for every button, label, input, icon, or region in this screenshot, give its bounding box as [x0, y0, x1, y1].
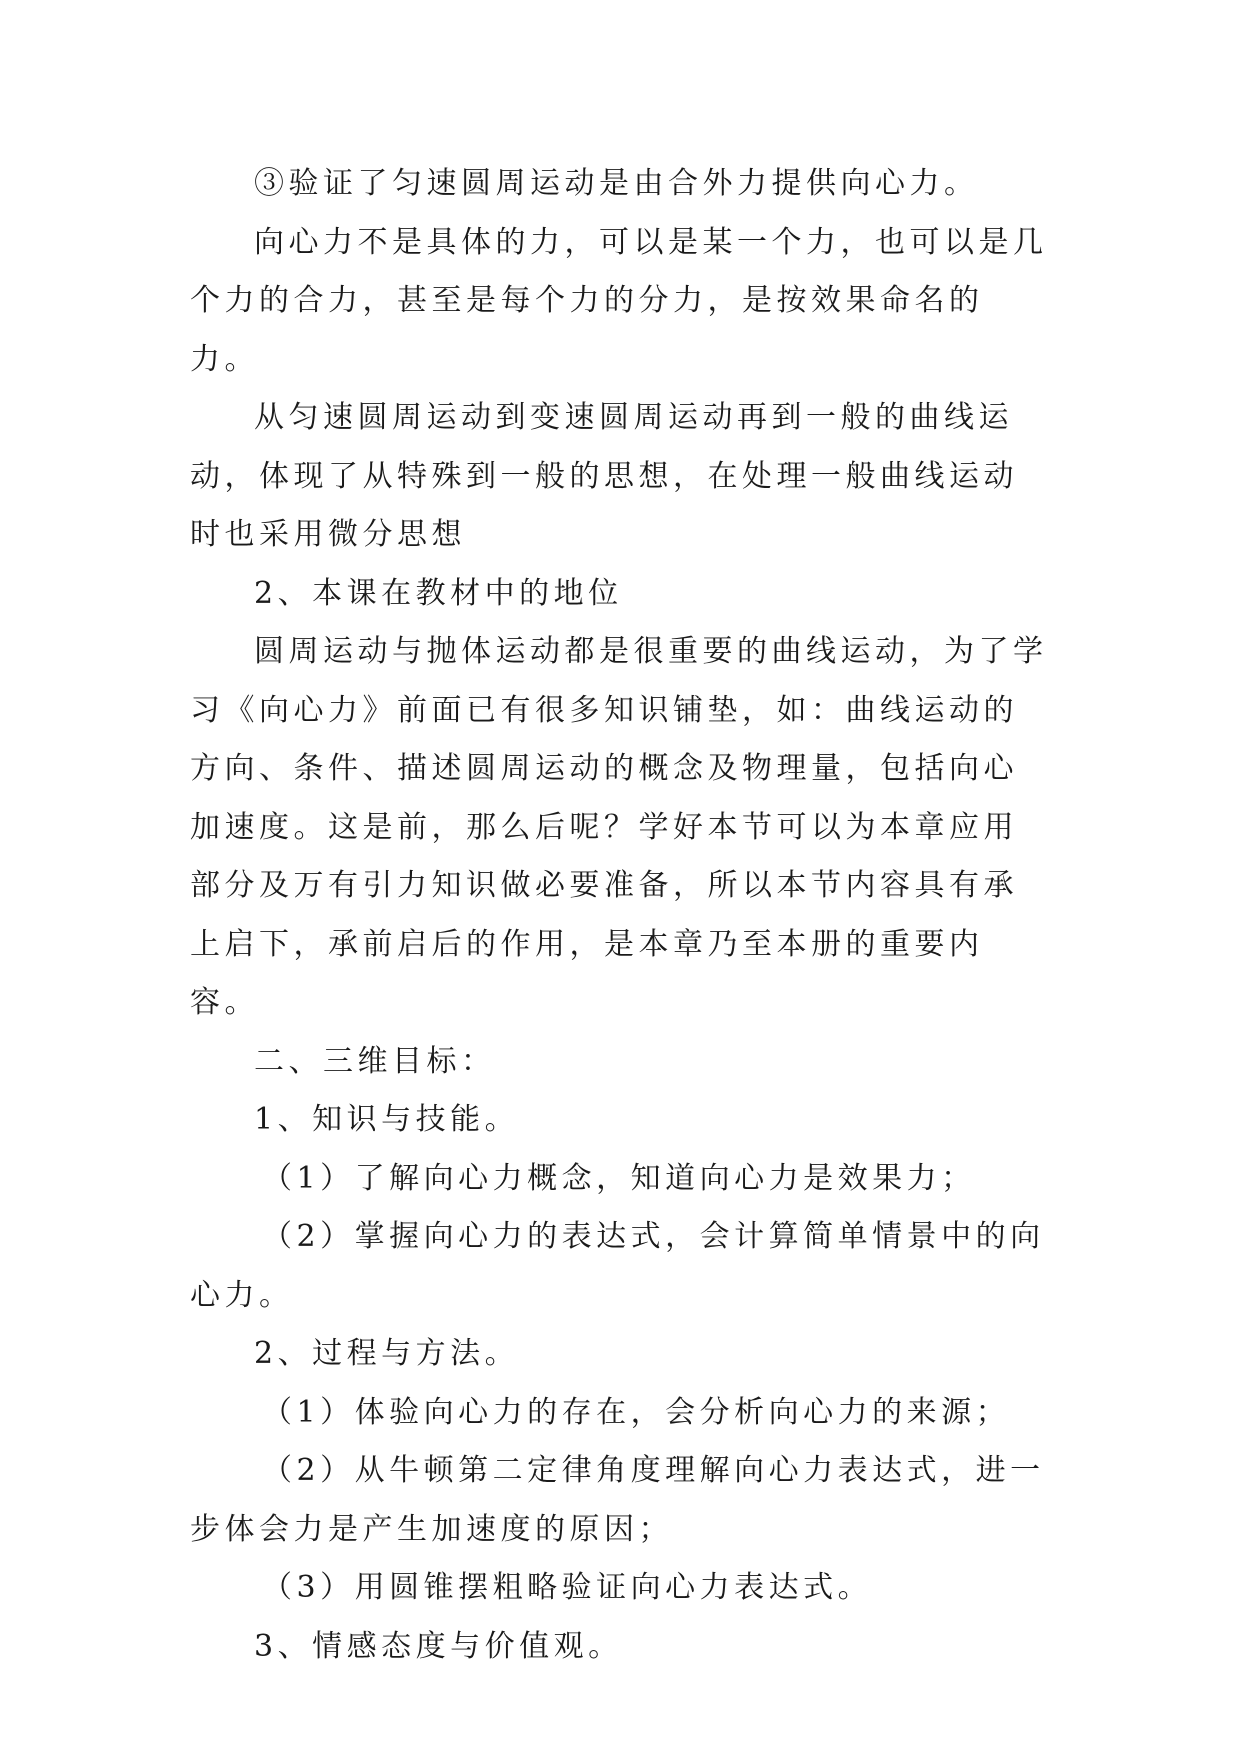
paragraph-verification: ③验证了匀速圆周运动是由合外力提供向心力。 [254, 166, 979, 201]
list-item-process-2: （2）从牛顿第二定律角度理解向心力表达式，进一步体会力是产生加速度的原因； [190, 1453, 1045, 1547]
list-item-knowledge-2: （2）掌握向心力的表达式，会计算简单情景中的向心力。 [190, 1219, 1045, 1313]
heading-three-dimensional-goals: 二、三维目标： [254, 1043, 496, 1079]
list-item-process-1: （1）体验向心力的存在，会分析向心力的来源； [262, 1394, 1011, 1430]
heading-knowledge-skills: 1、知识与技能。 [254, 1102, 520, 1137]
list-item-knowledge-1: （1）了解向心力概念，知道向心力是效果力； [262, 1160, 976, 1196]
paragraph-lesson-position: 圆周运动与抛体运动都是很重要的曲线运动，为了学习《向心力》前面已有很多知识铺垫，如：曲线运动的方向、条件、描述圆周运动的概念及物理量，包括向心加速度。这是前，那么后呢？学好本节可以为本章应用部分及万有引力知识做必要准备，所以本节内容具有承上启下，承前启后的作用，是本章乃至本册的重要内容。 [190, 634, 1048, 1020]
heading-lesson-position: 2、本课在教材中的地位 [254, 575, 623, 611]
document-body [190, 155, 1050, 1676]
heading-emotion-values: 3、情感态度与价值观。 [254, 1628, 623, 1664]
paragraph-special-to-general: 从匀速圆周运动到变速圆周运动再到一般的曲线运动，体现了从特殊到一般的思想，在处理一般曲线运动时也采用微分思想 [190, 400, 1018, 552]
paragraph-centripetal-force-nature: 向心力不是具体的力，可以是某一个力，也可以是几个力的合力，甚至是每个力的分力，是按效果命名的力。 [190, 224, 1048, 377]
list-item-process-3: （3）用圆锥摆粗略验证向心力表达式。 [262, 1570, 873, 1605]
heading-process-methods: 2、过程与方法。 [254, 1336, 520, 1371]
